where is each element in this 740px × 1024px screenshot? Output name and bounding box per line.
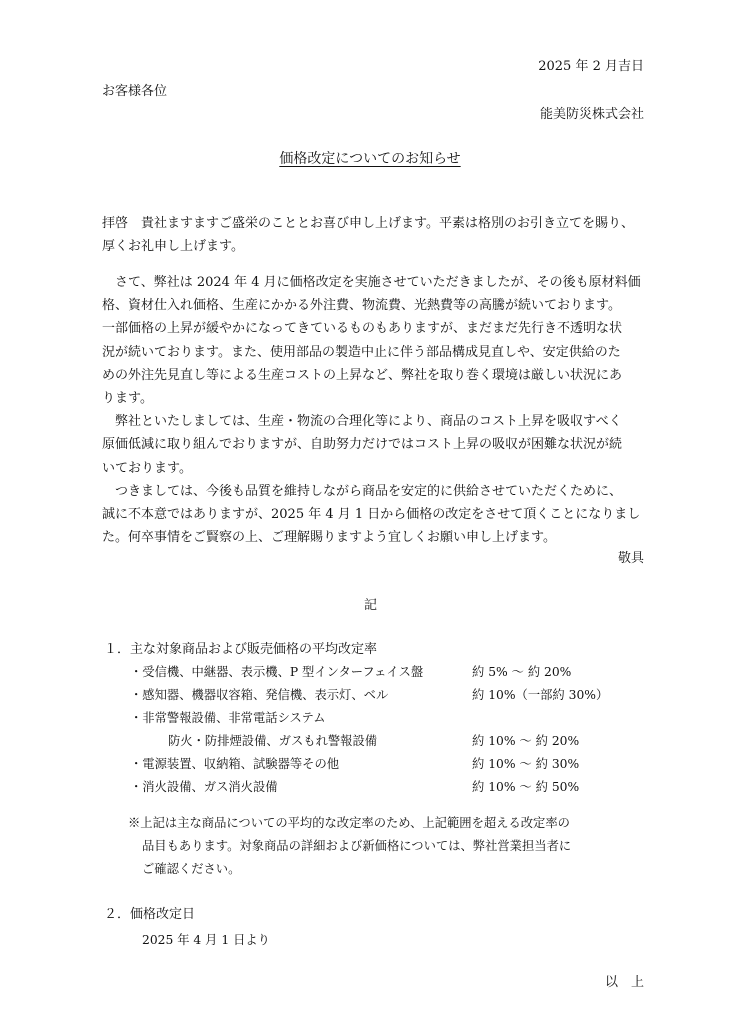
rate-row-value: 約 5% ～ 約 20% — [472, 665, 572, 679]
body-line: 況が続いております。また、使用部品の製造中止に伴う部品構成見直しや、安定供給のた — [102, 344, 621, 360]
rate-row-value: 約 10%（一部約 30%） — [472, 688, 609, 702]
rate-row-name: ・非常警報設備、非常電話システム — [130, 711, 326, 725]
rate-row — [130, 684, 630, 706]
body-line: 誠に不本意ではありますが、2025 年 4 月 1 日から価格の改定をさせて頂くことになりまし — [102, 507, 641, 523]
sender-company: 能美防災株式会社 — [539, 107, 644, 122]
body-line: 一部価格の上昇が緩やかになってきているものもありますが、まだまだ先行き不透明な状 — [102, 321, 623, 337]
rate-row — [130, 707, 630, 729]
recipient: お客様各位 — [102, 84, 168, 99]
body-line: ります。 — [102, 391, 153, 407]
body-line: さて、弊社は 2024 年 4 月に価格改定を実施させていただきましたが、その後も原材料価 — [102, 275, 641, 290]
greeting-line: 厚くお礼申し上げます。 — [102, 239, 244, 255]
rate-row-name: ・電源装置、収納箱、試験器等その他 — [130, 757, 340, 771]
closing-keigu: 敬具 — [617, 551, 644, 566]
document-date: 2025 年 2 月吉日 — [538, 59, 644, 74]
greeting-line: 拝啓 貴社ますますご盛栄のこととお喜び申し上げます。平素は格別のお引き立てを賜り、 — [102, 216, 634, 231]
note-line: 品目もあります。対象商品の詳細および新価格については、弊社営業担当者に — [142, 839, 572, 853]
rate-row — [130, 776, 630, 798]
document-title: 価格改定についてのお知らせ — [279, 151, 461, 167]
section2-heading: ２．価格改定日 — [104, 907, 196, 922]
section1-heading: １．主な対象商品および販売価格の平均改定率 — [104, 642, 378, 657]
body-line: た。何卒事情をご賢察の上、ご理解賜りますよう宜しくお願い申し上げます。 — [102, 530, 556, 546]
body-line: 格、資材仕入れ価格、生産にかかる外注費、物流費、光熱費等の高騰が続いております。 — [102, 298, 621, 314]
rate-row-name: ・受信機、中継器、表示機、P 型インターフェイス盤 — [130, 665, 424, 679]
body-text — [102, 271, 650, 549]
body-line: 原価低減に取り組んでおりますが、自助努力だけではコスト上昇の吸収が困難な状況が続 — [102, 437, 623, 453]
body-line: つきましては、今後も品質を維持しながら商品を安定的に供給させていただくために、 — [102, 483, 623, 499]
rate-row-value: 約 10% ～ 約 20% — [472, 734, 580, 748]
rate-row-value: 約 10% ～ 約 50% — [472, 780, 580, 794]
rate-row — [130, 730, 630, 752]
closing-ijou: 以 上 — [604, 975, 644, 990]
rate-row-value: 約 10% ～ 約 30% — [472, 757, 580, 771]
rate-row-name: ・消火設備、ガス消火設備 — [130, 780, 278, 794]
greeting-paragraph — [102, 212, 650, 258]
rate-row-name: 防火・防排煙設備、ガスもれ警報設備 — [168, 734, 378, 748]
body-line: めの外注先見直し等による生産コストの上昇など、弊社を取り巻く環境は厳しい状況にあ — [102, 367, 623, 383]
note-line: ※上記は主な商品についての平均的な改定率のため、上記範囲を超える改定率の — [128, 816, 570, 830]
body-line: 弊社といたしましては、生産・物流の合理化等により、商品のコスト上昇を吸収すべく — [102, 414, 622, 430]
body-line: いております。 — [102, 460, 192, 476]
rate-row — [130, 753, 630, 775]
rate-row-name: ・感知器、機器収容箱、発信機、表示灯、ベル — [130, 688, 389, 702]
rate-row — [130, 661, 630, 683]
ki-heading: 記 — [364, 598, 378, 613]
effective-date: 2025 年 4 月 1 日より — [142, 933, 270, 947]
note-line: ご確認ください。 — [142, 862, 241, 876]
